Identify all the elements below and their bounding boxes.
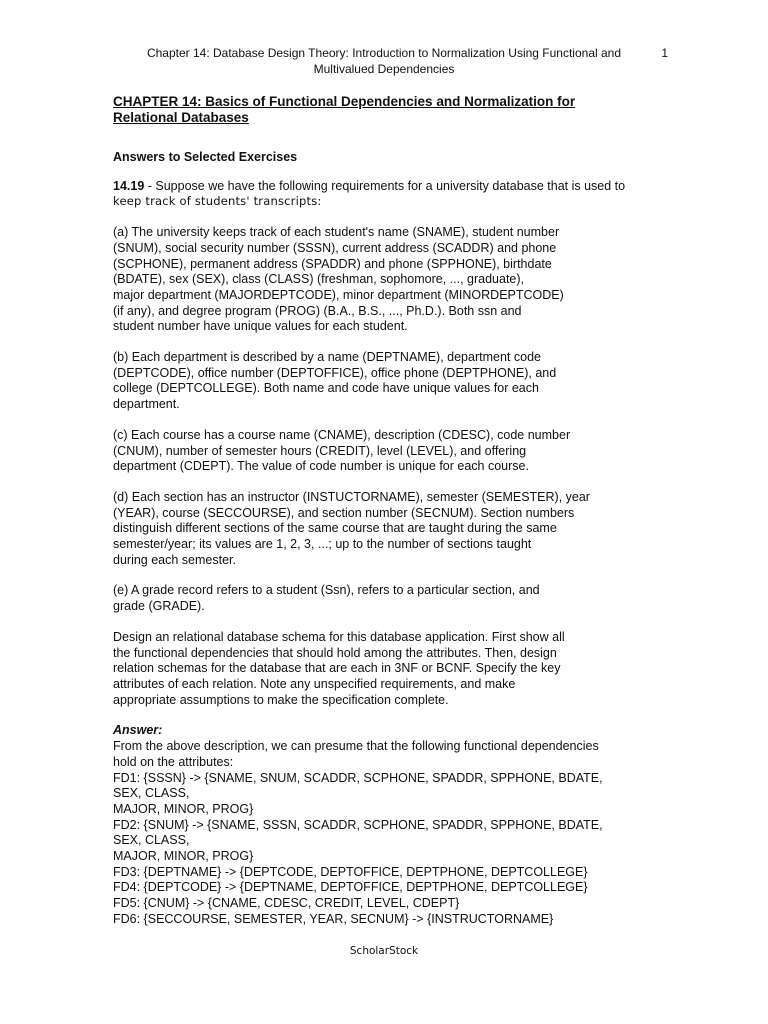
- paragraph-line: distinguish different sections of the same course that are taught during the same: [113, 521, 557, 536]
- paragraph-line: department (CDEPT). The value of code number is unique for each course.: [113, 459, 529, 474]
- paragraph-line: semester/year; its values are 1, 2, 3, ...; up to the number of sections taught: [113, 537, 532, 552]
- chapter-title-line-1: CHAPTER 14: Basics of Functional Dependencies and Normalization for: [113, 94, 576, 109]
- paragraph-line: Design an relational database schema for this database application. First show all: [113, 629, 565, 644]
- answer-label: Answer:: [113, 723, 163, 738]
- answer-line: FD2: {SNUM} -> {SNAME, SSSN, SCADDR, SCPHONE, SPADDR, SPPHONE, BDATE,: [113, 817, 603, 832]
- paragraph-line: department.: [113, 397, 180, 412]
- paragraph-line: (e) A grade record refers to a student (Ssn), refers to a particular section, and: [113, 583, 540, 598]
- paragraph-line: (b) Each department is described by a name (DEPTNAME), department code: [113, 350, 541, 365]
- requirements-list: [113, 225, 673, 708]
- answer-line: MAJOR, MINOR, PROG}: [113, 801, 254, 816]
- chapter-title: [113, 94, 673, 126]
- requirement-paragraph: [113, 583, 673, 614]
- exercise-intro-line-2: keep track of students' transcripts:: [113, 194, 322, 209]
- header-line-2: Multivalued Dependencies: [313, 62, 455, 76]
- answer-line: FD5: {CNUM} -> {CNAME, CDESC, CREDIT, LEVEL, CDEPT}: [113, 896, 460, 911]
- footer-watermark: ScholarStock: [349, 945, 419, 957]
- paragraph-line: (SCPHONE), permanent address (SPADDR) and phone (SPPHONE), birthdate: [113, 256, 552, 271]
- paragraph-line: attributes of each relation. Note any unspecified requirements, and make: [113, 676, 516, 691]
- requirement-paragraph: [113, 225, 673, 335]
- answer-line: hold on the attributes:: [113, 754, 234, 769]
- answer-line: FD1: {SSSN} -> {SNAME, SNUM, SCADDR, SCPHONE, SPADDR, SPPHONE, BDATE,: [113, 770, 603, 785]
- paragraph-line: (SNUM), social security number (SSSN), current address (SCADDR) and phone: [113, 240, 557, 255]
- running-header: [100, 45, 668, 77]
- paragraph-line: (YEAR), course (SECCOURSE), and section number (SECNUM). Section numbers: [113, 505, 575, 520]
- paragraph-line: relation schemas for the database that are each in 3NF or BCNF. Specify the key: [113, 661, 561, 676]
- paragraph-line: (if any), and degree program (PROG) (B.A., B.S., ..., Ph.D.). Both ssn and: [113, 303, 522, 318]
- exercise-number: 14.19: [113, 178, 145, 193]
- answer-line: From the above description, we can presume that the following functional dependencies: [113, 739, 599, 754]
- section-subheading: Answers to Selected Exercises: [113, 150, 298, 164]
- answer-line: SEX, CLASS,: [113, 833, 190, 848]
- exercise-intro-line-1: - Suppose we have the following requirements for a university database that is used to: [144, 178, 626, 193]
- answer-section: [113, 723, 673, 739]
- answer-line: FD6: {SECCOURSE, SEMESTER, YEAR, SECNUM} -> {INSTRUCTORNAME}: [113, 911, 554, 926]
- paragraph-line: major department (MAJORDEPTCODE), minor department (MINORDEPTCODE): [113, 287, 564, 302]
- requirement-paragraph: [113, 630, 673, 709]
- paragraph-line: (DEPTCODE), office number (DEPTOFFICE), office phone (DEPTPHONE), and: [113, 365, 557, 380]
- answer-line: SEX, CLASS,: [113, 786, 190, 801]
- paragraph-line: during each semester.: [113, 552, 236, 567]
- requirement-paragraph: [113, 490, 673, 569]
- answer-line: MAJOR, MINOR, PROG}: [113, 849, 254, 864]
- exercise-intro: [113, 179, 673, 210]
- paragraph-line: student number have unique values for each student.: [113, 319, 408, 334]
- paragraph-line: (d) Each section has an instructor (INSTUCTORNAME), semester (SEMESTER), year: [113, 489, 590, 504]
- paragraph-line: (a) The university keeps track of each student's name (SNAME), student number: [113, 225, 560, 240]
- answer-text: [113, 739, 673, 927]
- header-line-1: Chapter 14: Database Design Theory: Introduction to Normalization Using Functional and: [146, 46, 622, 60]
- paragraph-line: (BDATE), sex (SEX), class (CLASS) (freshman, sophomore, ..., graduate),: [113, 272, 525, 287]
- chapter-title-line-2: Relational Databases: [113, 110, 249, 125]
- requirement-paragraph: [113, 428, 673, 475]
- paragraph-line: college (DEPTCOLLEGE). Both name and code have unique values for each: [113, 381, 539, 396]
- answer-line: FD4: {DEPTCODE} -> {DEPTNAME, DEPTOFFICE, DEPTPHONE, DEPTCOLLEGE}: [113, 880, 588, 895]
- page-number: 1: [661, 46, 668, 60]
- document-body: [113, 94, 673, 928]
- paragraph-line: grade (GRADE).: [113, 599, 205, 614]
- answer-line: FD3: {DEPTNAME} -> {DEPTCODE, DEPTOFFICE, DEPTPHONE, DEPTCOLLEGE}: [113, 864, 588, 879]
- paragraph-line: appropriate assumptions to make the specification complete.: [113, 692, 449, 707]
- requirement-paragraph: [113, 350, 673, 413]
- paragraph-line: (c) Each course has a course name (CNAME), description (CDESC), code number: [113, 427, 571, 442]
- paragraph-line: the functional dependencies that should hold among the attributes. Then, design: [113, 645, 557, 660]
- paragraph-line: (CNUM), number of semester hours (CREDIT), level (LEVEL), and offering: [113, 443, 527, 458]
